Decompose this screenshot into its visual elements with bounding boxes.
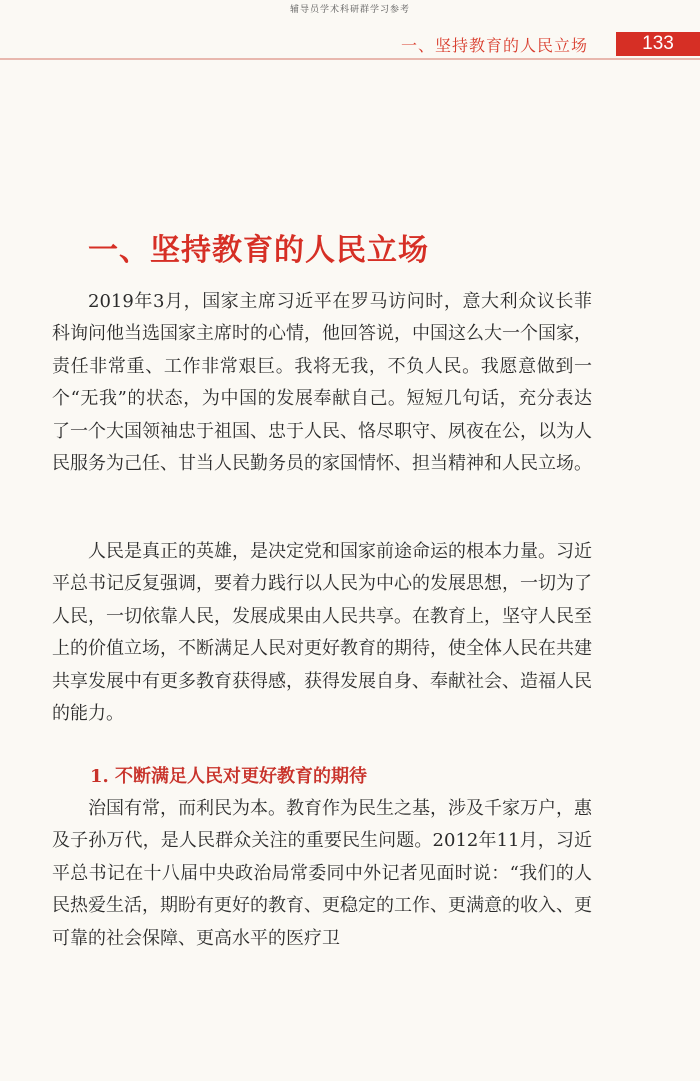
- body-paragraph-2: 人民是真正的英雄，是决定党和国家前途命运的根本力量。习近平总书记反复强调，要着力践行以人民为中心的发展思想，一切为了人民，一切依靠人民，发展成果由人民共享。在教育上，坚守人民至上的价值立场，不断满足人民对更好教育的期待，使全体人民在共建共享发展中有更多教育获得感，获得发展自身、奉献社会、造福人民的能力。: [52, 541, 592, 725]
- section-title: 一、坚持教育的人民立场: [88, 233, 429, 268]
- body-paragraph-1: 2019年3月，国家主席习近平在罗马访问时，意大利众议长菲科询问他当选国家主席时的心情，他回答说，中国这么大一个国家，责任非常重、工作非常艰巨。我将无我，不负人民。我愿意做到一个“无我”的状态，为中国的发展奉献自己。短短几句话，充分表达了一个大国领袖忠于祖国、忠于人民、恪尽职守、夙夜在公，以为人民服务为己任、甘当人民勤务员的家国情怀、担当精神和人民立场。: [52, 291, 592, 475]
- top-note: 辅导员学术科研群学习参考: [289, 5, 410, 15]
- subsection-title: 1. 不断满足人民对更好教育的期待: [90, 766, 368, 787]
- body-paragraph-3: 治国有常，而利民为本。教育作为民生之基，涉及千家万户，惠及子孙万代，是人民群众关注的重要民生问题。2012年11月，习近平总书记在十八届中央政治局常委同中外记者见面时说：“我们的人民热爱生活，期盼有更好的教育、更稳定的工作、更满意的收入、更可靠的社会保障、更高水平的医疗卫: [52, 798, 592, 949]
- page-number: 133: [616, 32, 700, 56]
- header-divider: [0, 58, 700, 60]
- running-header-title: 一、坚持教育的人民立场: [400, 36, 588, 55]
